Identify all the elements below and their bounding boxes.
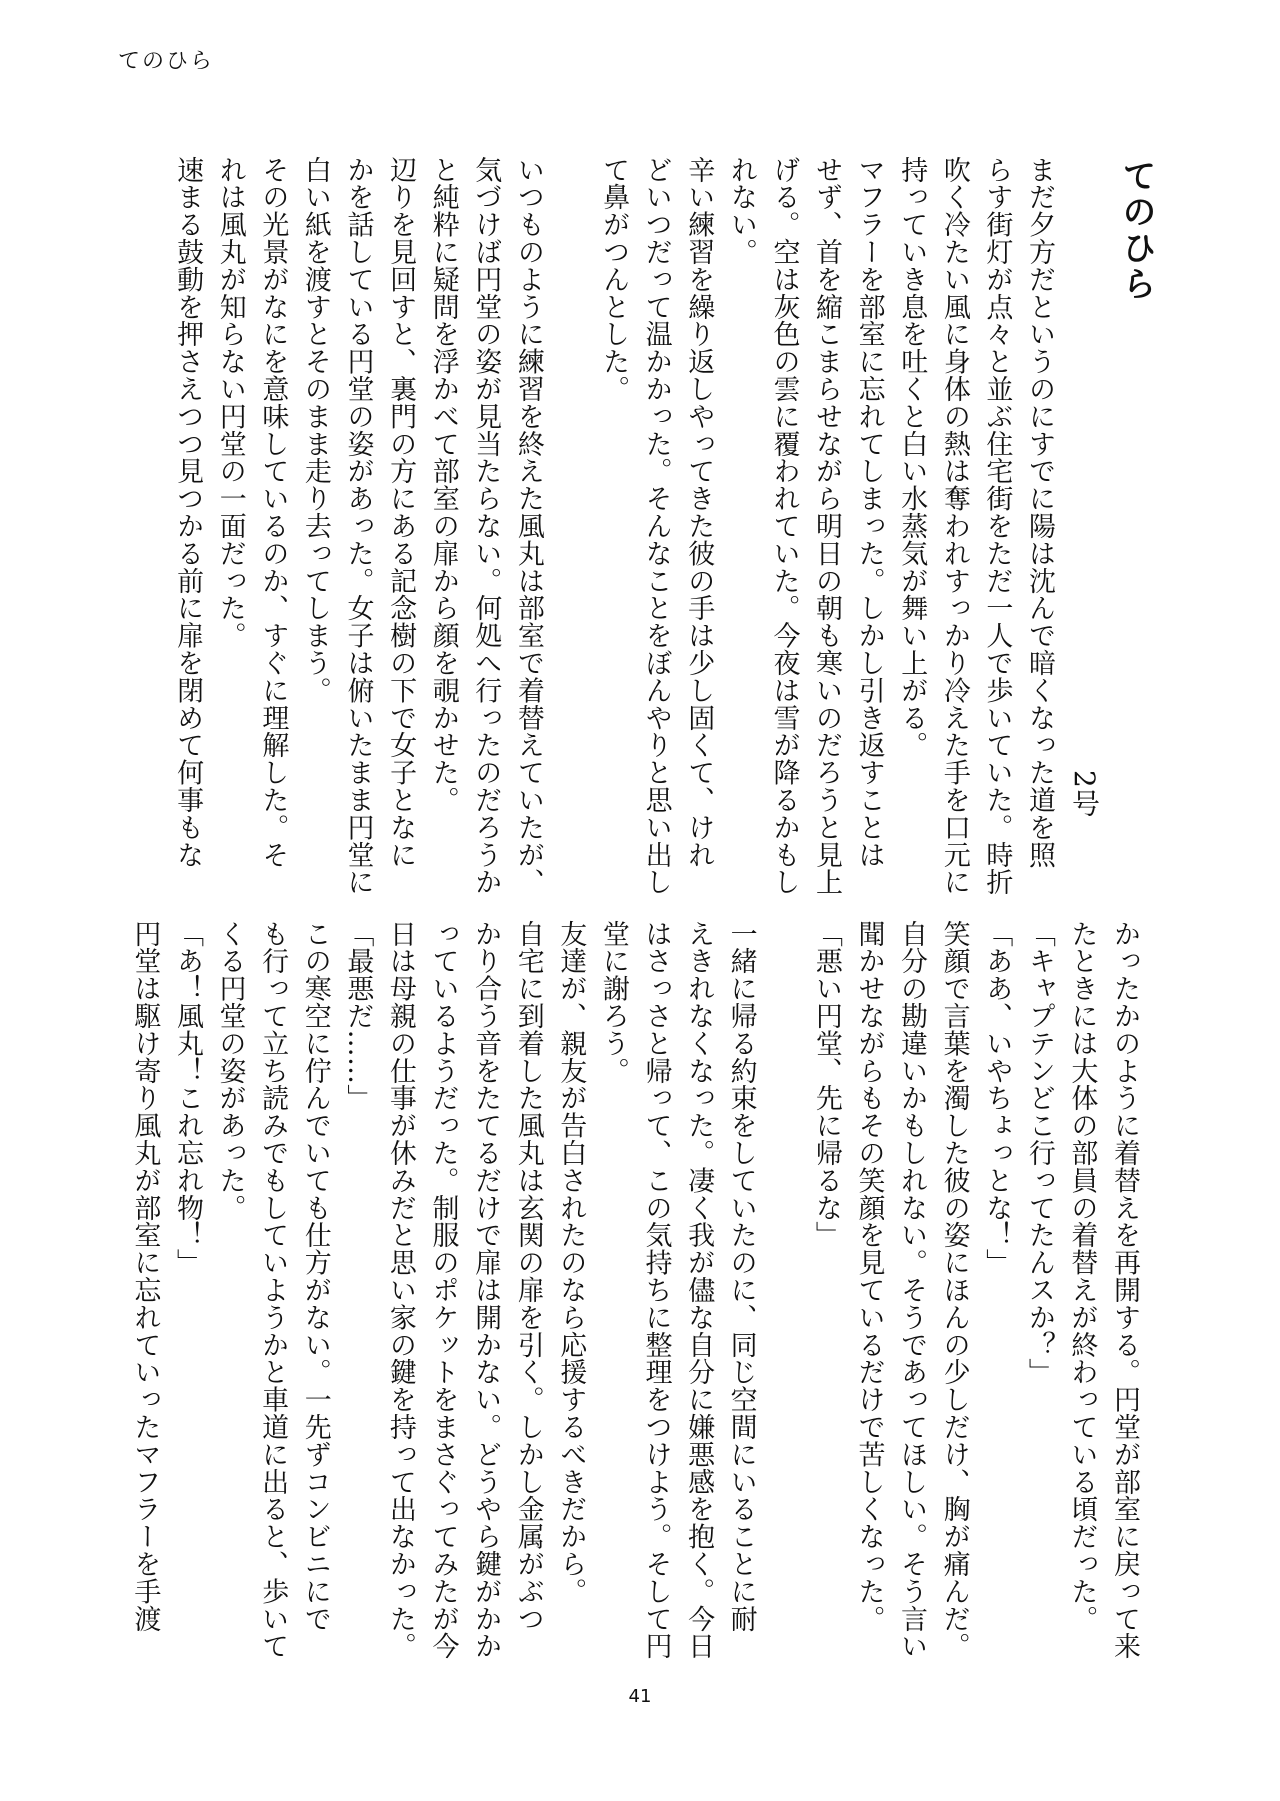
text-line bbox=[549, 156, 592, 836]
text-line: 自分の勘違いかもしれない。そうであってほしい。そう言い bbox=[896, 920, 928, 1660]
text-line: せず、首を縮こまらせながら明日の朝も寒いのだろうと見上 bbox=[811, 156, 843, 896]
bottom-text-block bbox=[123, 920, 1145, 1660]
text-line: この寒空に佇んでいても仕方がない。一先ずコンビニにで bbox=[299, 920, 331, 1633]
text-line: マフラーを部室に忘れてしまった。しかし引き返すことは bbox=[853, 156, 885, 869]
text-line: 「最悪だ……」 bbox=[342, 920, 374, 1112]
text-line: れない。 bbox=[725, 156, 757, 266]
story-title: てのひら bbox=[1116, 158, 1156, 302]
text-line: 吹く冷たい風に身体の熱は奪われすっかり冷えた手を口元に bbox=[938, 156, 970, 896]
text-line: 白い紙を渡すとそのまま走り去ってしまう。 bbox=[299, 156, 331, 704]
text-line: どいつだって温かかった。そんなことをぼんやりと思い出し bbox=[640, 156, 672, 896]
text-line: 友達が、親友が告白されたのなら応援するべきだから。 bbox=[555, 920, 587, 1605]
text-line: げる。空は灰色の雲に覆われていた。今夜は雪が降るかもし bbox=[768, 156, 800, 896]
text-line: 持っていき息を吐くと白い水蒸気が舞い上がる。 bbox=[896, 156, 928, 759]
text-line: かり合う音をたてるだけで扉は開かない。どうやら鍵がかか bbox=[470, 920, 502, 1660]
text-line: れは風丸が知らない円堂の一面だった。 bbox=[214, 156, 246, 650]
text-line: 「悪い円堂、先に帰るな」 bbox=[810, 920, 842, 1249]
text-line: 自宅に到着した風丸は玄関の扉を引く。しかし金属がぶつ bbox=[512, 920, 544, 1633]
text-line: も行って立ち読みでもしていようかと車道に出ると、歩いて bbox=[257, 920, 289, 1660]
text-line: たときには大体の部員の着替えが終わっている頃だった。 bbox=[1066, 920, 1098, 1633]
text-line: 「ああ、いやちょっとな！」 bbox=[981, 920, 1013, 1277]
text-line: くる円堂の姿があった。 bbox=[214, 920, 246, 1222]
text-line: て鼻がつんとした。 bbox=[598, 156, 630, 403]
text-line: まだ夕方だというのにすでに陽は沈んで暗くなった道を照 bbox=[1024, 156, 1055, 869]
text-line: はさっさと帰って、この気持ちに整理をつけよう。そして円 bbox=[640, 920, 672, 1660]
text-line: っているようだった。制服のポケットをまさぐってみたが今 bbox=[427, 920, 459, 1660]
text-line: いつものように練習を終えた風丸は部室で着替えていたが、 bbox=[512, 156, 544, 896]
text-line: 「キャプテンどこ行ってたんスか？」 bbox=[1023, 920, 1055, 1386]
text-line: 気づけば円堂の姿が見当たらない。何処へ行ったのだろうか bbox=[470, 156, 502, 896]
text-line: 「あ！風丸！これ忘れ物！」 bbox=[171, 920, 203, 1277]
page-number: 41 bbox=[628, 1686, 652, 1707]
text-line: 円堂は駆け寄り風丸が部室に忘れていったマフラーを手渡 bbox=[129, 920, 161, 1633]
top-text-block bbox=[166, 156, 1060, 896]
text-line bbox=[762, 920, 805, 1590]
text-line: かったかのように着替えを再開する。円堂が部室に戻って来 bbox=[1109, 920, 1140, 1660]
text-line: 速まる鼓動を押さえつつ見つかる前に扉を閉めて何事もな bbox=[172, 156, 204, 869]
text-line: と純粋に疑問を浮かべて部室の扉から顔を覗かせた。 bbox=[427, 156, 459, 814]
text-line: らす街灯が点々と並ぶ住宅街をただ一人で歩いていた。時折 bbox=[981, 156, 1013, 896]
text-line: 辛い練習を繰り返しやってきた彼の手は少し固くて、けれ bbox=[683, 156, 715, 869]
text-line: 笑顔で言葉を濁した彼の姿にほんの少しだけ、胸が痛んだ。 bbox=[938, 920, 970, 1660]
running-header: てのひら bbox=[118, 49, 215, 74]
text-line: 堂に謝ろう。 bbox=[597, 920, 629, 1085]
text-line: 日は母親の仕事が休みだと思い家の鍵を持って出なかった。 bbox=[384, 920, 416, 1660]
text-line: 一緒に帰る約束をしていたのに、同じ空間にいることに耐 bbox=[725, 920, 757, 1633]
text-line: えきれなくなった。凄く我が儘な自分に嫌悪感を抱く。今日 bbox=[683, 920, 715, 1660]
text-line: 辺りを見回すと、裏門の方にある記念樹の下で女子となに bbox=[385, 156, 417, 869]
issue-number: 2号 bbox=[1068, 770, 1101, 818]
text-line: 聞かせながらもその笑顔を見ているだけで苦しくなった。 bbox=[853, 920, 885, 1633]
text-line: その光景がなにを意味しているのか、すぐに理解した。そ bbox=[257, 156, 289, 869]
text-line: かを話している円堂の姿があった。女子は俯いたまま円堂に bbox=[342, 156, 374, 896]
